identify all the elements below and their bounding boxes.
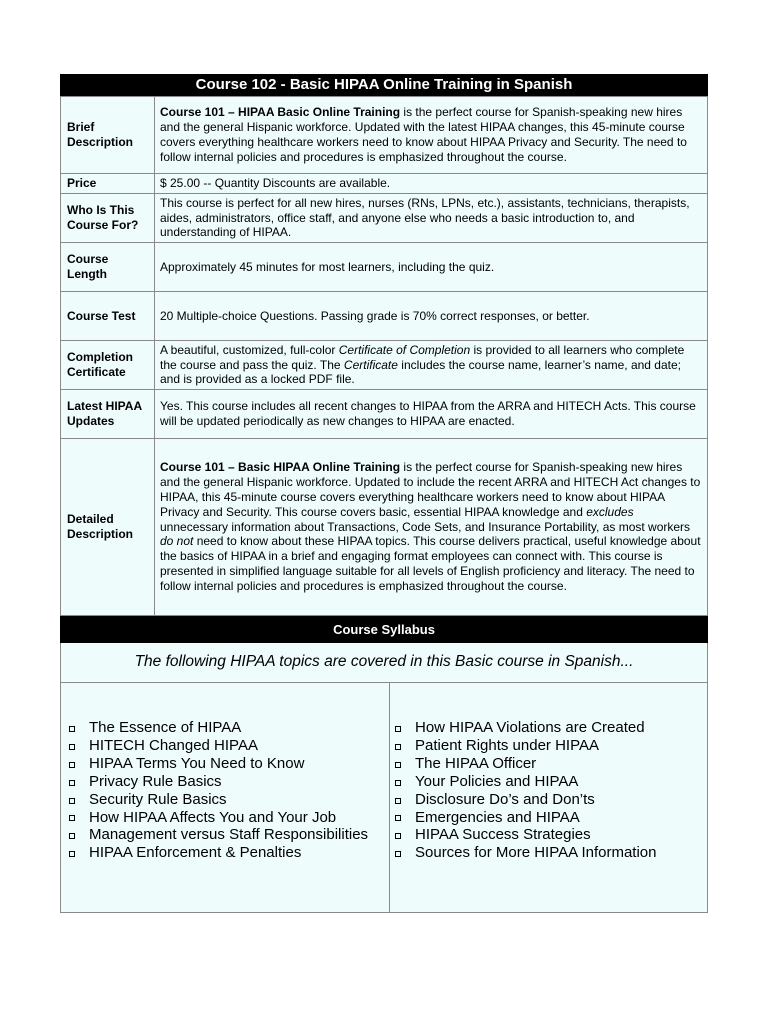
topic-item <box>69 755 389 773</box>
row-updates <box>61 390 708 439</box>
square-bullet-icon <box>395 851 401 857</box>
square-bullet-icon <box>69 726 75 732</box>
topic-item <box>395 737 707 755</box>
brief-description-value <box>155 97 708 174</box>
topic-item <box>69 826 389 844</box>
updates-value: Yes. This course includes all recent changes to HIPAA from the ARRA and HITECH Acts. This course will be updated periodically as new changes to HIPAA are enacted. <box>155 390 708 439</box>
topics-left-list <box>69 719 389 862</box>
topic-item <box>395 773 707 791</box>
brief-description-label: Brief Description <box>61 97 155 174</box>
topic-label: HIPAA Success Strategies <box>415 826 591 844</box>
topics-right-column <box>390 683 707 912</box>
topic-label: HIPAA Terms You Need to Know <box>89 754 305 772</box>
topic-item <box>395 826 707 844</box>
row-who <box>61 194 708 243</box>
topic-label: How HIPAA Violations are Created <box>415 719 645 736</box>
topic-item <box>69 844 389 862</box>
certificate-text-1: A beautiful, customized, full-color <box>160 342 339 357</box>
square-bullet-icon <box>69 851 75 857</box>
price-label: Price <box>61 174 155 194</box>
topic-item <box>395 791 707 809</box>
topic-label: HITECH Changed HIPAA <box>89 736 258 754</box>
topic-item <box>69 809 389 827</box>
course-title: Course 102 - Basic HIPAA Online Training in Spanish <box>60 74 708 96</box>
detailed-text-5: do not <box>160 534 194 549</box>
square-bullet-icon <box>395 726 401 732</box>
syllabus-topics <box>60 683 708 913</box>
topic-label: Patient Rights under HIPAA <box>415 736 599 754</box>
course-document <box>60 74 708 913</box>
topic-label: Emergencies and HIPAA <box>415 808 580 826</box>
syllabus-heading: Course Syllabus <box>60 616 708 643</box>
topic-label: Sources for More HIPAA Information <box>415 844 657 862</box>
test-value: 20 Multiple-choice Questions. Passing grade is 70% correct responses, or better. <box>155 292 708 341</box>
topics-left-column <box>61 683 390 912</box>
row-test <box>61 292 708 341</box>
course-info-table <box>60 96 708 616</box>
topic-label: HIPAA Enforcement & Penalties <box>89 844 302 862</box>
certificate-label: Completion Certificate <box>61 341 155 390</box>
row-detailed-description <box>61 439 708 616</box>
certificate-text-4: Certificate <box>343 357 398 372</box>
certificate-text-2: Certificate of Completion <box>338 342 471 357</box>
syllabus-intro: The following HIPAA topics are covered in this Basic course in Spanish... <box>60 643 708 683</box>
brief-text: is the perfect course for Spanish-speaking new hires and the general Hispanic workforce. Updated with the latest HIPAA changes, this 45-minute course covers everything healthcare workers need to know about HIPAA Privacy and Security. The need to follow internal policies and procedures is emphasized throughout the course. <box>160 105 687 164</box>
certificate-text-5: includes the course name, learner’s name, and date; and is provided as a locked PDF file. <box>160 357 681 387</box>
length-label: Course Length <box>61 243 155 292</box>
square-bullet-icon <box>395 833 401 839</box>
detailed-course-name: Course 101 – Basic HIPAA Online Training <box>160 460 401 475</box>
who-label: Who Is This Course For? <box>61 194 155 243</box>
row-certificate <box>61 341 708 390</box>
length-value: Approximately 45 minutes for most learners, including the quiz. <box>155 243 708 292</box>
square-bullet-icon <box>69 780 75 786</box>
topic-item <box>395 719 707 737</box>
topic-label: Your Policies and HIPAA <box>415 772 579 790</box>
detailed-text-2: is the perfect course for Spanish-speaking new hires and the general Hispanic workforce. Updated to include the recent ARRA and HITECH Act changes to HIPAA, this 45-minute course covers everything healthcare workers need to know about HIPAA Privacy and Security. This course covers basic, essential HIPAA knowledge and <box>160 460 701 519</box>
brief-course-name: Course 101 – HIPAA Basic Online Training <box>160 105 401 120</box>
price-value: $ 25.00 -- Quantity Discounts are available. <box>155 174 708 194</box>
topic-label: The HIPAA Officer <box>415 754 537 772</box>
topic-label: Privacy Rule Basics <box>89 772 222 790</box>
detailed-text-6: need to know about these HIPAA topics. This course delivers practical, useful knowledge about the basics of HIPAA in a brief and engaging format employees can connect with. This course is presented in simplified language suitable for all levels of English proficiency and literacy. The need to follow internal policies and procedures is emphasized throughout the course. <box>160 534 701 593</box>
topics-right-list <box>395 719 707 862</box>
detailed-text-4: unnecessary information about Transactions, Code Sets, and Insurance Portability, as most workers <box>160 519 691 534</box>
detailed-text-3: excludes <box>586 504 634 519</box>
topic-item <box>395 755 707 773</box>
certificate-text-3: is provided to all learners who complete the course and pass the quiz. The <box>160 342 685 372</box>
topic-item <box>395 809 707 827</box>
square-bullet-icon <box>395 798 401 804</box>
topic-item <box>395 844 707 862</box>
square-bullet-icon <box>395 744 401 750</box>
topic-label: Security Rule Basics <box>89 790 227 808</box>
square-bullet-icon <box>69 798 75 804</box>
topic-label: How HIPAA Affects You and Your Job <box>89 808 337 826</box>
row-price <box>61 174 708 194</box>
square-bullet-icon <box>395 815 401 821</box>
topic-label: The Essence of HIPAA <box>89 719 242 736</box>
detailed-description-label: Detailed Description <box>61 439 155 616</box>
square-bullet-icon <box>69 744 75 750</box>
square-bullet-icon <box>395 780 401 786</box>
certificate-value <box>155 341 708 390</box>
row-brief-description <box>61 97 708 174</box>
topic-item <box>69 773 389 791</box>
row-length <box>61 243 708 292</box>
topic-label: Disclosure Do’s and Don’ts <box>415 790 595 808</box>
square-bullet-icon <box>69 833 75 839</box>
topic-item <box>69 791 389 809</box>
topic-item <box>69 737 389 755</box>
test-label: Course Test <box>61 292 155 341</box>
detailed-description-value <box>155 439 708 616</box>
updates-label: Latest HIPAA Updates <box>61 390 155 439</box>
topic-item <box>69 719 389 737</box>
square-bullet-icon <box>395 762 401 768</box>
square-bullet-icon <box>69 815 75 821</box>
square-bullet-icon <box>69 762 75 768</box>
topic-label: Management versus Staff Responsibilities <box>89 826 369 844</box>
who-value: This course is perfect for all new hires, nurses (RNs, LPNs, etc.), assistants, technicians, therapists, aides, administrators, office staff, and anyone else who needs a basic introduction to, and understanding of HIPAA. <box>155 194 708 243</box>
